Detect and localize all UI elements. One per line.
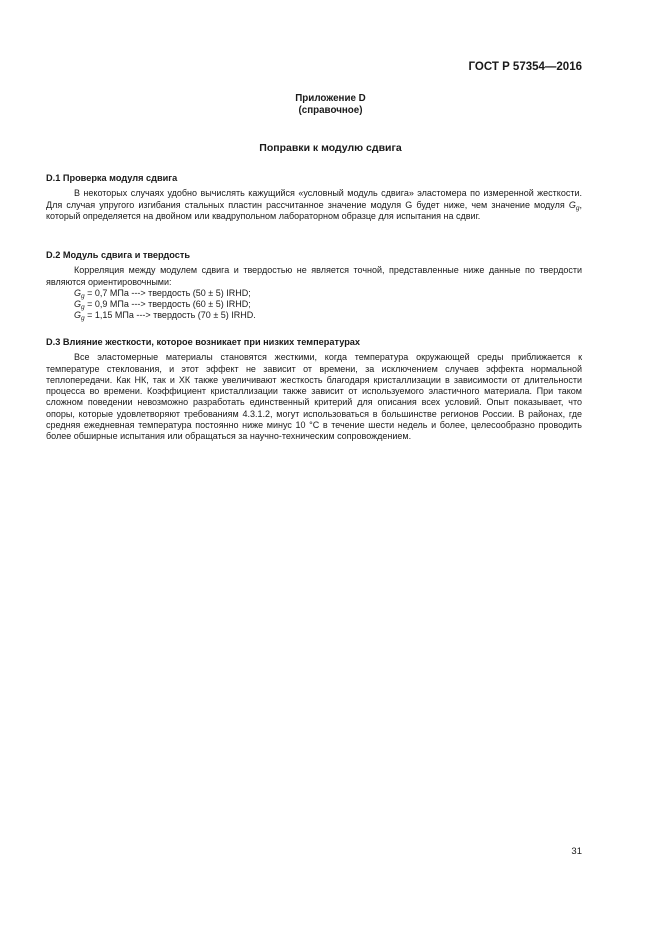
page-number: 31 [571,846,582,857]
section-heading: D.2 Модуль сдвига и твердость [46,250,190,260]
appendix-note: (справочное) [298,105,363,116]
formula-line: $G_g = 0,7$ МПа ---> твердость (50 ± 5) IRHD; [74,287,251,300]
formula-subscript: g [575,204,580,212]
section-heading: D.3 Влияние жесткости, которое возникает при низких температурах [46,337,361,347]
appendix-heading [0,93,661,117]
formula-line: $G_g = 1,15$ МПа ---> твердость (70 ± 5) IRHD. [74,310,256,323]
page-title: Поправки к модулю сдвига [259,142,402,154]
paragraph: Все эластомерные материалы становятся жесткими, когда температура окружающей среды приближается к температуре стеклования, и этот эффект не зависит от времени, за исключением случаев эффекта нормальной теплопередачи. Как НК, так и ХК также увеличивают жесткость благодаря кристаллизации в зависимости от длительности процесса во времени. Коэффициент кристаллизации также зависит от используемого эластичного материала. При таком сложном поведении невозможно разработать единственный критерий для описания всех условий. Опыт показывает, что опоры, которые удовлетворяют требованиям 4.3.1.2, могут использоваться в большинстве регионов России. В районах, где средняя ежедневная температура постоянно ниже минус 10 °С в течение шести недель и более, целесообразно проводить более обширные испытания или обращаться за научно-техническим сопровождением. [46,352,582,442]
formula-line: $G_g = 0,9$ МПа ---> твердость (60 ± 5) IRHD; [74,299,251,312]
document-code: ГОСТ Р 57354—2016 [468,61,582,73]
appendix-title: Приложение D [295,93,366,104]
paragraph: Корреляция между модулем сдвига и твердостью не является точной, представленные ниже данные по твердости являются ориентировочными: [46,265,582,287]
section-d1 [46,173,582,222]
section-d3 [46,337,582,443]
section-d2 [46,250,582,322]
formula-symbol: G [568,199,576,210]
paragraph: В некоторых случаях удобно вычислять кажущийся «условный модуль сдвига» эластомера по измеренной жесткости. Для случая упругого изгибания стальных пластин рассчитанное значение модуля G будет ниже, чем значение модуля $G_g$, который определяется на двойном или квадрупольном лабораторном образце для испытания на сдвиг. [46,188,582,221]
section-heading: D.1 Проверка модуля сдвига [46,173,178,183]
